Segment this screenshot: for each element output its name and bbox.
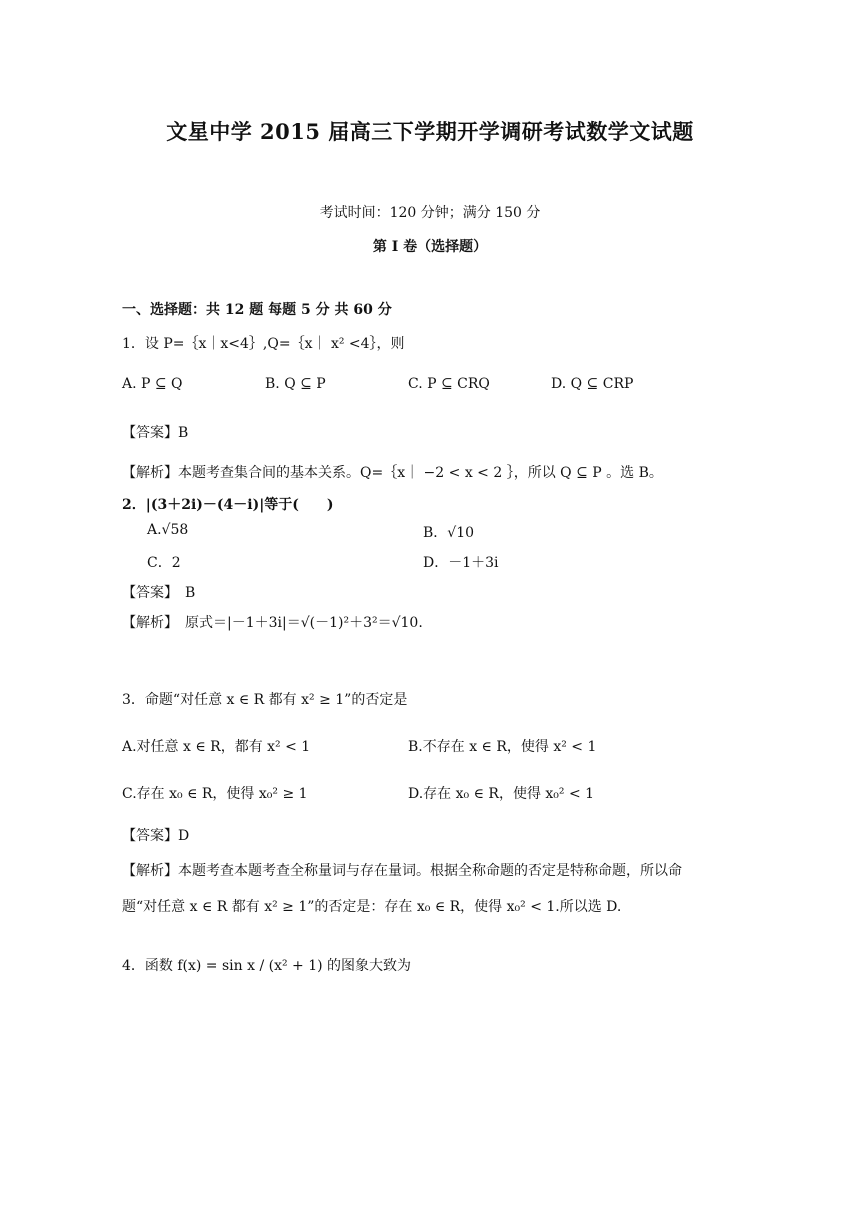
question-2-option-c: C．2 xyxy=(147,555,181,571)
question-1-option-d: D. Q ⊆ CRP xyxy=(551,376,634,392)
question-1-option-c: C. P ⊆ CRQ xyxy=(408,376,490,392)
question-3-option-a: A.对任意 x ∈ R，都有 x² < 1 xyxy=(122,739,311,755)
question-3-answer: 【答案】D xyxy=(122,828,190,844)
question-1-option-a: A. P ⊆ Q xyxy=(122,376,183,392)
question-3-option-c: C.存在 x₀ ∈ R，使得 x₀² ≥ 1 xyxy=(122,786,308,802)
question-2-analysis: 【解析】 原式＝|－1＋3i|＝√(－1)²＋3²＝√10. xyxy=(122,615,423,631)
section-heading: 一、选择题：共 12 题 每题 5 分 共 60 分 xyxy=(122,302,392,318)
question-1-analysis: 【解析】本题考查集合间的基本关系。Q=｛x｜ −2 < x < 2 ｝，所以 Q ⊆ P 。选 B。 xyxy=(122,465,663,481)
question-3-analysis-line-2: 题“对任意 x ∈ R 都有 x² ≥ 1”的否定是：存在 x₀ ∈ R，使得 x₀² < 1.所以选 D. xyxy=(122,899,622,915)
volume-heading: 第 I 卷（选择题） xyxy=(372,239,488,255)
question-3-option-b: B.不存在 x ∈ R，使得 x² < 1 xyxy=(408,739,597,755)
question-3-stem: 3．命题“对任意 x ∈ R 都有 x² ≥ 1”的否定是 xyxy=(122,692,408,708)
question-2-answer: 【答案】 B xyxy=(122,585,196,601)
question-2-option-a: A.√58 xyxy=(147,522,189,538)
exam-info: 考试时间：120 分钟；满分 150 分 xyxy=(319,205,541,221)
question-4-stem: 4．函数 f(x) = sin x / (x² + 1) 的图象大致为 xyxy=(122,958,412,974)
question-1-answer: 【答案】B xyxy=(122,425,189,441)
question-1-stem: 1．设 P=｛x｜x<4｝,Q=｛x｜ x² <4｝，则 xyxy=(122,336,405,352)
question-2-option-d: D．－1＋3i xyxy=(423,555,499,571)
question-3-analysis-line-1: 【解析】本题考查本题考查全称量词与存在量词。根据全称命题的否定是特称命题，所以命 xyxy=(122,863,682,879)
question-2-stem: 2．|(3＋2i)－(4－i)|等于( ) xyxy=(122,497,334,513)
question-3-option-d: D.存在 x₀ ∈ R，使得 x₀² < 1 xyxy=(408,786,595,802)
question-1-option-b: B. Q ⊆ P xyxy=(265,376,326,392)
document-title: 文星中学 2015 届高三下学期开学调研考试数学文试题 xyxy=(166,119,694,144)
question-2-option-b: B．√10 xyxy=(423,525,475,541)
